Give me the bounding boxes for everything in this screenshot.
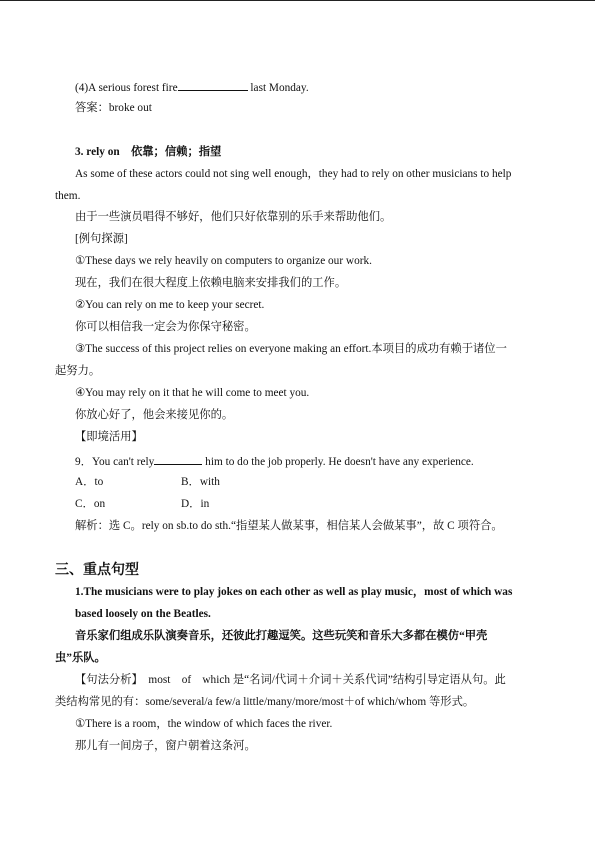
exercise-4 <box>75 79 309 95</box>
sentence-1-en-line2: based loosely on the Beatles. <box>75 608 211 620</box>
answer-analysis: 解析：选 C。rely on sb.to do sth.“指望某人做某事，相信某人会做某事”，故 C 项符合。 <box>75 520 503 532</box>
section-3-example-1-en: ①There is a room，the window of which faces the river. <box>75 718 333 730</box>
example-2-cn: 你可以相信我一定会为你保守秘密。 <box>75 321 256 333</box>
item-3-example-en-line1: As some of these actors could not sing well enough，they had to rely on other musicians to help <box>75 168 512 180</box>
section-3-heading: 三、重点句型 <box>55 563 139 578</box>
example-1-en: ①These days we rely heavily on computers to organize our work. <box>75 255 372 267</box>
option-d: D．in <box>181 498 210 510</box>
sentence-1-cn-line1: 音乐家们组成乐队演奏音乐，还彼此打趣逗笑。这些玩笑和音乐大多都在模仿“甲壳 <box>75 630 488 642</box>
sentence-1-en-line1: 1.The musicians were to play jokes on each other as well as play music，most of which was <box>75 586 513 598</box>
syntax-analysis-line2: 类结构常见的有：some/several/a few/a little/many/more/most＋of which/whom 等形式。 <box>55 696 475 708</box>
item-3-example-cn: 由于一些演员唱得不够好，他们只好依靠别的乐手来帮助他们。 <box>75 211 392 223</box>
item-3-heading: 3. rely on 依靠；信赖；指望 <box>75 146 222 158</box>
sentence-1-cn-line2: 虫”乐队。 <box>55 652 106 664</box>
exercise-4-suffix: last Monday. <box>247 82 309 94</box>
syntax-analysis-line1: 【句法分析】 most of which 是“名词/代词＋介词＋关系代词”结构引导定语从句。此 <box>75 674 506 686</box>
option-a: A．to <box>75 476 104 488</box>
question-9-prefix: 9．You can't rely <box>75 456 155 468</box>
answer-4: 答案：broke out <box>75 102 152 114</box>
option-b: B．with <box>181 476 220 488</box>
exercise-4-prefix: (4)A serious forest fire <box>75 82 178 94</box>
page-top-rule <box>0 0 595 1</box>
practice-label: 【即境活用】 <box>75 431 143 443</box>
answer-blank <box>178 79 248 91</box>
example-3-line2: 起努力。 <box>55 365 101 377</box>
question-9-blank <box>154 453 202 465</box>
item-3-example-en-line2: them. <box>55 190 81 202</box>
example-1-cn: 现在，我们在很大程度上依赖电脑来安排我们的工作。 <box>75 277 347 289</box>
question-9 <box>75 453 474 469</box>
option-c: C．on <box>75 498 106 510</box>
example-4-cn: 你放心好了，他会来接见你的。 <box>75 409 234 421</box>
question-9-suffix: him to do the job properly. He doesn't have any experience. <box>202 456 474 468</box>
example-sources-label: [例句探源] <box>75 233 128 245</box>
example-3-line1: ③The success of this project relies on everyone making an effort.本项目的成功有赖于诸位一 <box>75 343 507 355</box>
section-3-example-1-cn: 那儿有一间房子，窗户朝着这条河。 <box>75 740 256 752</box>
example-4-en: ④You may rely on it that he will come to meet you. <box>75 387 310 399</box>
example-2-en: ②You can rely on me to keep your secret. <box>75 299 265 311</box>
